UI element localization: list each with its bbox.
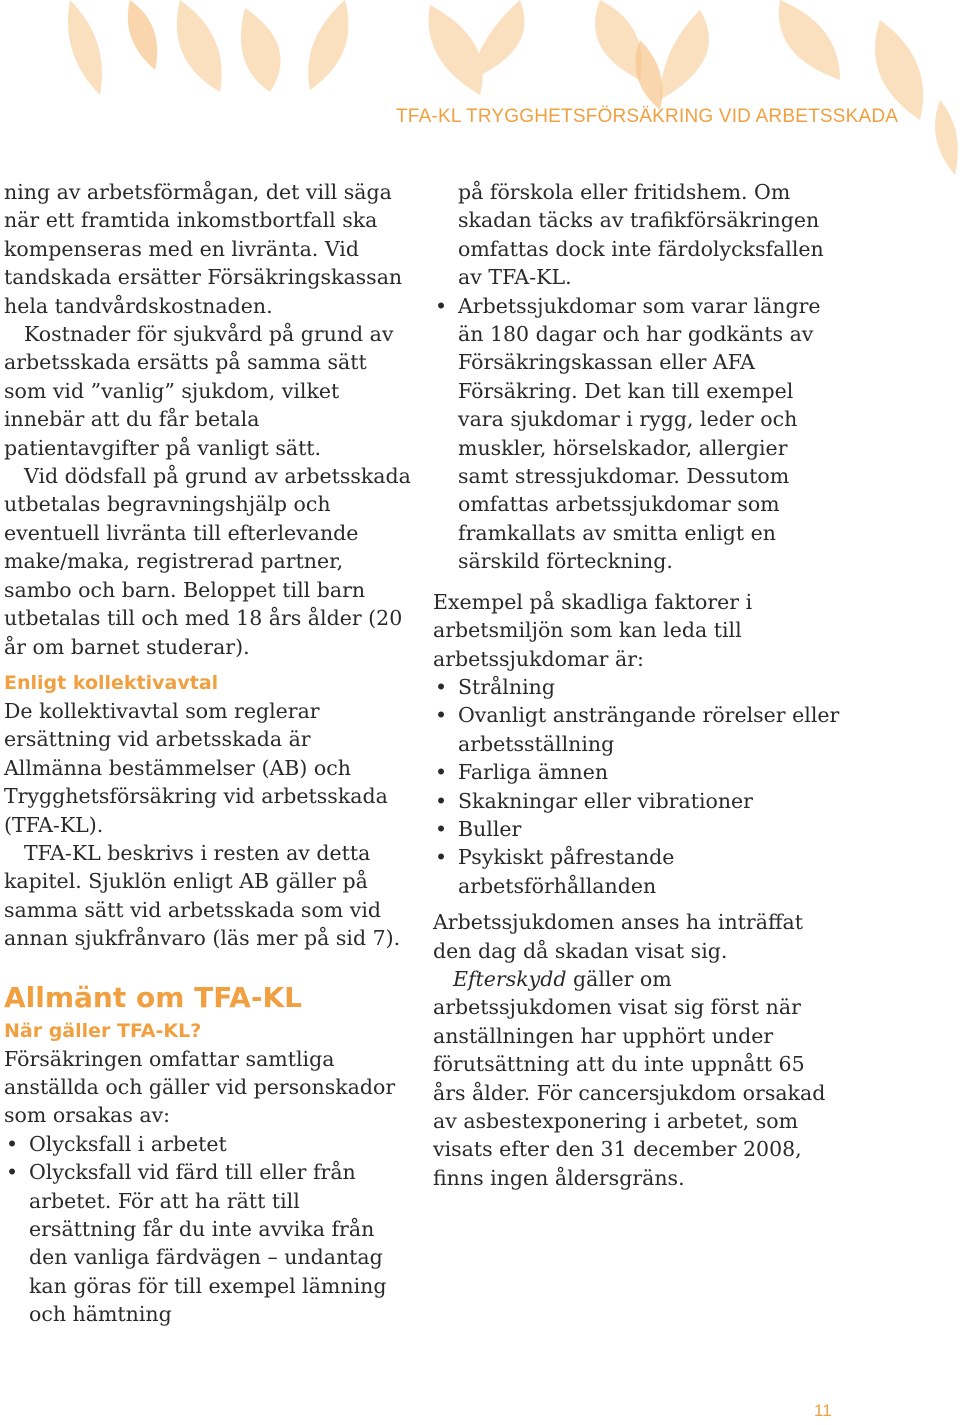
- leaf-shape: [128, 0, 157, 70]
- examples-list: [433, 673, 843, 900]
- list-item: • Olycksfall vid färd till eller från arbetet. För att ha rätt till ersättning får du inte avvika från den vanliga färdvägen – undantag kan göras för till exempel lämning och hämtning: [4, 1158, 412, 1328]
- leaf-shape: [636, 40, 663, 110]
- paragraph: TFA-KL beskrivs i resten av detta kapitel. Sjuklön enligt AB gäller på samma sätt vid arbetsskada som vid annan sjukfrånvaro (läs mer på sid 7).: [4, 840, 401, 951]
- leaf-shape: [660, 10, 709, 100]
- leaf-shape: [429, 5, 483, 95]
- paragraph: Försäkringen omfattar samtliga anställda och gäller vid personskador som orsakas av:: [4, 1046, 396, 1128]
- paragraph: Vid dödsfall på grund av arbetsskada utbetalas begravningshjälp och eventuell livränta till efterlevande make/maka, registrerad partner, sambo och barn. Beloppet till barn utbetalas till och med 18 års ålder (20 år om barnet studerar).: [4, 464, 411, 659]
- paragraph: Exempel på skadliga faktorer i arbetsmiljön som kan leda till arbetssjukdomar är:: [433, 589, 753, 671]
- page-number: 11: [814, 1401, 832, 1420]
- leaf-shape: [595, 0, 642, 80]
- leaf-shape: [779, 0, 840, 80]
- list-item: • Strålning: [433, 673, 843, 701]
- list-item: • Farliga ämnen: [433, 758, 843, 786]
- paragraph: Kostnader för sjukvård på grund av arbetsskada ersätts på samma sätt som vid ”vanlig” sjukdom, vilket innebär att du får betala patientavgifter på vanligt sätt.: [4, 322, 394, 460]
- paragraph-afterskydd: [433, 965, 843, 1192]
- paragraph-text: gäller om arbetssjukdomen visat sig först när anställningen har upphört under förutsättning att du inte uppnått 65 års ålder. För cancersjukdom orsakad av asbestexponering i arbetet, som visats efter den 31 december 2008, finns ingen åldersgräns.: [433, 966, 826, 1190]
- section-heading-when: När gäller TFA-KL?: [4, 1019, 202, 1042]
- list-item: • Olycksfall i arbetet: [4, 1130, 412, 1158]
- leaf-shape: [470, 0, 524, 80]
- term-afterskydd: Efterskydd: [453, 966, 567, 991]
- list-item: • Psykiskt påfrestande arbetsförhållanden: [433, 843, 843, 900]
- paragraph: Arbetssjukdomen anses ha inträffat den dag då skadan visat sig.: [433, 910, 803, 963]
- list-item: • Arbetssjukdomar som varar längre än 180 dagar och har godkänts av Försäkringskassan eller AFA Försäkring. Det kan till exempel vara sjukdomar i rygg, leder och muskler, hörselskador, allergier samt stressjukdomar. Dessutom omfattas arbetssjukdomar som framkallats av smitta enligt en särskild förteckning.: [433, 292, 843, 576]
- list-item: på förskola eller fritidshem. Om skadan täcks av trafikförsäkringen omfattas dock inte färdolycksfallen av TFA-KL.: [458, 180, 824, 290]
- leaf-shape: [875, 20, 923, 120]
- list-item: • Ovanligt ansträngande rörelser eller arbetsställning: [433, 701, 843, 758]
- leaf-pattern-decoration: [0, 0, 960, 190]
- leaf-shape: [308, 0, 348, 90]
- paragraph: ning av arbetsförmågan, det vill säga när ett framtida inkomstbortfall ska kompenseras med en livränta. Vid tandskada ersätter Försäkringskassan hela tandvårdskostnaden.: [4, 180, 403, 318]
- list-item: • Skakningar eller vibrationer: [433, 787, 843, 815]
- bullet-list: [433, 292, 843, 576]
- leaf-shape: [68, 0, 102, 95]
- right-column: [433, 178, 843, 1192]
- chapter-heading: Allmänt om TFA-KL: [4, 980, 303, 1014]
- leaf-shape: [935, 100, 958, 175]
- paragraph: De kollektivavtal som reglerar ersättning vid arbetsskada är Allmänna bestämmelser (AB) och Trygghetsförsäkring vid arbetsskada (TFA-KL).: [4, 698, 388, 837]
- leaf-shape: [177, 0, 222, 92]
- bullet-list: [4, 1130, 412, 1329]
- section-heading-collective-agreement: Enligt kollektivavtal: [4, 671, 219, 694]
- left-column: [4, 178, 412, 1329]
- bullet-list-continued: [433, 178, 843, 292]
- list-item: • Buller: [433, 815, 843, 843]
- running-header: TFA-KL TRYGGHETSFÖRSÄKRING VID ARBETSSKADA: [396, 106, 899, 127]
- leaf-shape: [241, 8, 281, 92]
